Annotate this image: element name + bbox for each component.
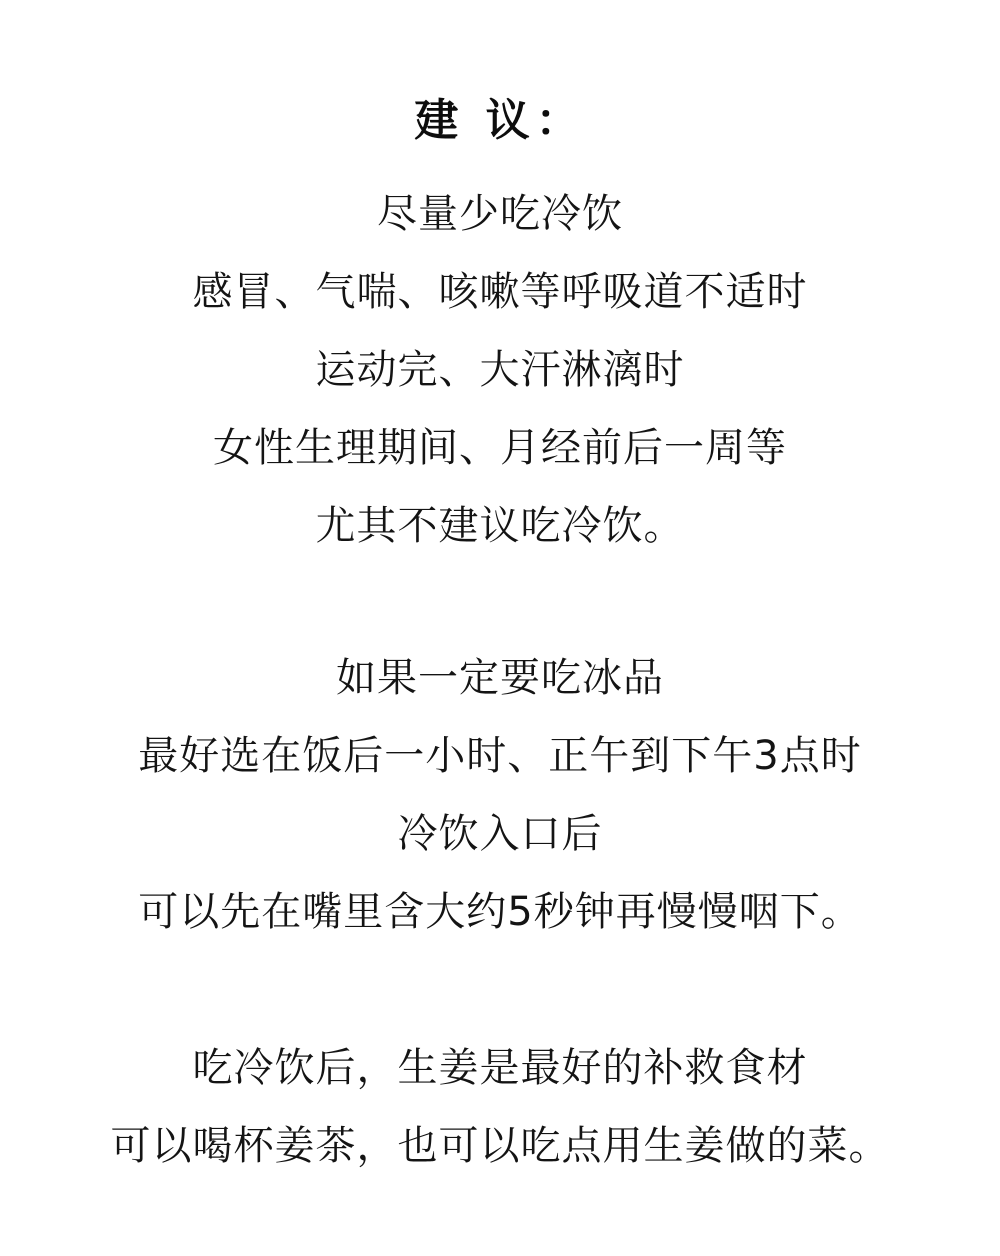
body-line: 可以喝杯姜茶，也可以吃点用生姜做的菜。	[110, 1123, 890, 1170]
body-line: 冷饮入口后	[397, 811, 603, 858]
body-line: 尽量少吃冷饮	[377, 191, 623, 238]
body-line: 最好选在饭后一小时、正午到下午3点时	[138, 733, 862, 780]
body-line: 运动完、大汗淋漓时	[315, 347, 685, 394]
body-line: 尤其不建议吃冷饮。	[315, 503, 685, 550]
body-line: 女性生理期间、月经前后一周等	[213, 425, 787, 472]
section-ginger-remedy	[60, 1029, 940, 1185]
body-line: 可以先在嘴里含大约5秒钟再慢慢咽下。	[138, 889, 862, 936]
section-if-must-eat-ice	[60, 639, 940, 951]
body-line: 吃冷饮后，生姜是最好的补救食材	[192, 1045, 808, 1092]
body-line: 感冒、气喘、咳嗽等呼吸道不适时	[192, 269, 808, 316]
body-line: 如果一定要吃冰品	[336, 655, 664, 702]
section-avoid-cold-drinks	[60, 175, 940, 565]
page-title: 建 议：	[414, 95, 586, 146]
